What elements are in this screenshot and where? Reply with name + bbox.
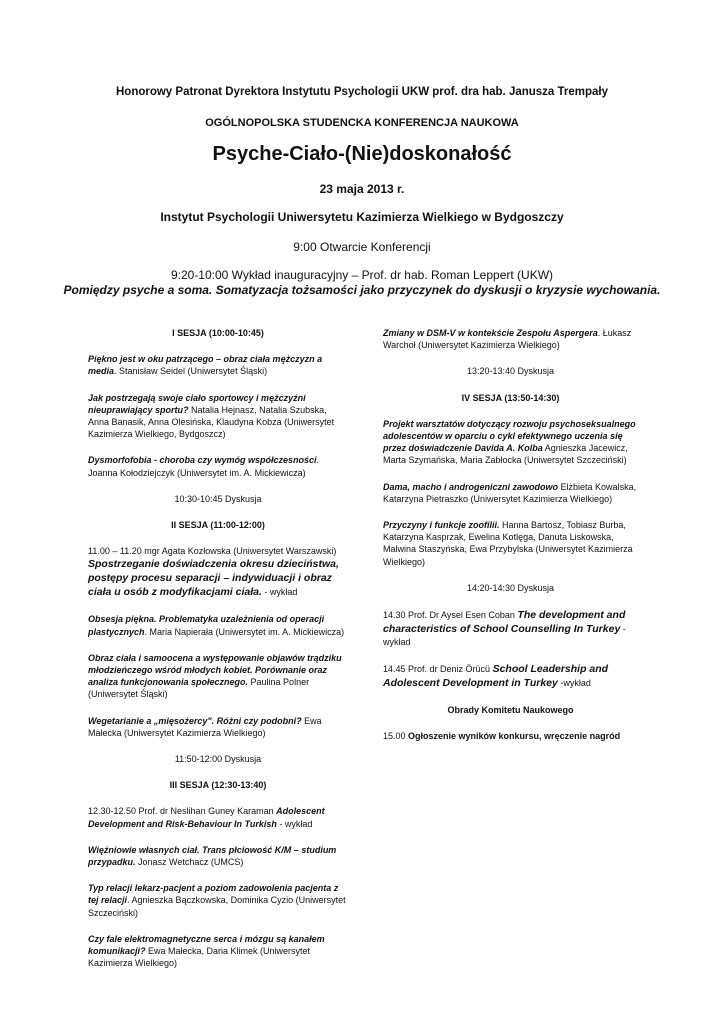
lecture-speaker: 14.30 Prof. Dr Aysel Esen Coban bbox=[383, 610, 518, 621]
talk-authors: Paulina Polner (Uniwersytet Śląski) bbox=[88, 677, 310, 700]
talk-item bbox=[88, 715, 348, 739]
talk-authors: Ewa Małecka (Uniwersytet Kazimierza Wielkiego) bbox=[88, 715, 322, 738]
talk-item bbox=[88, 652, 348, 701]
talk-title: Zmiany w DSM-V w kontekście Zespołu Aspergera bbox=[383, 328, 598, 338]
lecture-speaker: 11.00 – 11.20 mgr Agata Kozłowska (Uniwersytet Warszawski) bbox=[88, 546, 337, 557]
lecture-title: School Leadership and Adolescent Development in Turkey bbox=[383, 663, 609, 690]
lecture-type: - wykład bbox=[383, 624, 626, 648]
talk-title: Projekt warsztatów dotyczący rozwoju psychoseksualnego adolescentów w oparciu o cykl efektywnego uczenia się przez doświadczenie Davida A. Kolba bbox=[383, 418, 636, 454]
talk-item bbox=[383, 519, 638, 568]
talk-title: Obraz ciała i samoocena a występowanie objawów trądziku młodzieńczego wśród młodych kobiet. Porównanie oraz analiza funkcjonowania społecznego. bbox=[88, 652, 342, 688]
program-left-column bbox=[88, 327, 348, 984]
talk-title: Więźniowie własnych ciał. Trans płciowość K/M – studium przypadku. bbox=[88, 844, 337, 868]
talk-title: Dama, macho i androgeniczni zawodowo bbox=[383, 481, 559, 492]
inaugural-lecture bbox=[40, 268, 684, 298]
talk-item bbox=[383, 327, 638, 351]
lecture-type: - wykład bbox=[276, 818, 313, 829]
talk-item bbox=[88, 933, 348, 970]
talk-authors: Agnieszka Jacewicz, Marta Szymańska, Maria Zabłocka (Uniwersytet Szczeciński) bbox=[383, 443, 628, 466]
lecture-item bbox=[88, 805, 348, 829]
closing-time: 15.00 bbox=[383, 731, 409, 742]
session-2-heading: II SESJA (11:00-12:00) bbox=[171, 520, 265, 531]
talk-title: Typ relacji lekarz-pacjent a poziom zadowolenia pacjenta z tej relacji bbox=[88, 883, 339, 906]
talk-authors: . Joanna Kołodziejczyk (Uniwersytet im. A. Mickiewicza) bbox=[88, 455, 320, 478]
lecture-title: The development and characteristics of School Counselling In Turkey bbox=[383, 609, 626, 636]
talk-authors: . Stanisław Seidel (Uniwersytet Śląski) bbox=[114, 366, 268, 377]
lecture-title: Adolescent Development and Risk-Behaviour In Turkish bbox=[88, 806, 325, 829]
lecture-type: -wykład bbox=[557, 678, 591, 689]
session-1-discussion: 10:30-10:45 Dyskusja bbox=[174, 493, 262, 504]
inaugural-lecture-line: 9:20-10:00 Wykład inauguracyjny – Prof. dr hab. Roman Leppert (UKW) bbox=[170, 268, 554, 282]
session-4-heading: IV SESJA (13:50-14:30) bbox=[461, 392, 560, 403]
talk-authors: Natalia Hejnasz, Natalia Szubska, Anna Banasik, Anna Olesińska, Klaudyna Kobza (Uniwersytet Kazimierza Wielkiego, Bydgoszcz) bbox=[88, 404, 335, 440]
lecture-item bbox=[383, 662, 638, 690]
talk-item bbox=[88, 882, 348, 919]
conference-type: OGÓLNOPOLSKA STUDENCKA KONFERENCJA NAUKOWA bbox=[205, 117, 519, 129]
closing-text: Ogłoszenie wyników konkursu, wręczenie nagród bbox=[408, 731, 621, 742]
lecture-item bbox=[88, 545, 348, 599]
session-3-discussion: 13:20-13:40 Dyskusja bbox=[466, 366, 555, 377]
institute-name: Instytut Psychologii Uniwersytetu Kazimierza Wielkiego w Bydgoszczy bbox=[160, 210, 564, 224]
session-2-discussion: 11:50-12:00 Dyskusja bbox=[174, 754, 262, 765]
opening-time: 9:00 Otwarcie Konferencji bbox=[293, 240, 431, 254]
conference-title: Psyche-Ciało-(Nie)doskonałość bbox=[212, 143, 512, 165]
talk-authors: Elżbieta Kowalska, Katarzyna Pietraszko (Uniwersytet Kazimierza Wielkiego) bbox=[383, 481, 637, 504]
conference-date: 23 maja 2013 r. bbox=[319, 182, 405, 196]
lecture-speaker: 12.30-12.50 Prof. dr Neslihan Guney Karaman bbox=[88, 806, 277, 817]
program-right-column bbox=[383, 327, 638, 757]
talk-authors: . Agnieszka Bączkowska, Dominika Cyzio (Uniwersytet Szczeciński) bbox=[88, 895, 346, 918]
lecture-speaker: 14.45 Prof. dr Deniz Örücü bbox=[383, 664, 493, 675]
talk-item bbox=[88, 454, 348, 478]
committee-meeting: Obrady Komitetu Naukowego bbox=[447, 705, 574, 716]
lecture-item bbox=[383, 608, 638, 648]
talk-item bbox=[383, 418, 638, 467]
talk-authors: . Łukasz Warchoł (Uniwersytet Kazimierza Wielkiego) bbox=[383, 328, 632, 351]
talk-item bbox=[88, 613, 348, 637]
talk-title: Wegetarianie a „mięsożercy". Różni czy podobni? bbox=[88, 715, 302, 726]
talk-authors: . Maria Napierała (Uniwersytet im. A. Mickiewicza) bbox=[144, 626, 345, 637]
talk-item bbox=[88, 844, 348, 868]
talk-authors: Jonasz Wetchacz (UMCS) bbox=[135, 857, 244, 868]
lecture-title: Spostrzeganie doświadczenia okresu dzieciństwa, postępy procesu separacji – indywiduacji i obraz ciała u osób z modyfikacjami ciała. bbox=[88, 558, 339, 599]
closing-item bbox=[383, 730, 638, 742]
talk-title: Dysmorfofobia - choroba czy wymóg współczesności bbox=[88, 455, 317, 466]
talk-authors: Ewa Małecka, Daria Klimek (Uniwersytet Kazimierza Wielkiego) bbox=[88, 946, 311, 969]
session-4-discussion: 14:20-14:30 Dyskusja bbox=[466, 582, 555, 593]
honorary-patronage: Honorowy Patronat Dyrektora Instytutu Psychologii UKW prof. dra hab. Janusza Trempały bbox=[115, 86, 609, 98]
session-1-heading: I SESJA (10:00-10:45) bbox=[172, 328, 264, 338]
lecture-type: - wykład bbox=[261, 587, 298, 598]
session-3-heading: III SESJA (12:30-13:40) bbox=[169, 780, 267, 791]
talk-title: Obsesja piękna. Problematyka uzależnienia od operacji plastycznych bbox=[88, 614, 325, 637]
talk-item bbox=[88, 353, 348, 377]
talk-title: Przyczyny i funkcje zoofilii. bbox=[383, 520, 500, 531]
talk-item bbox=[383, 481, 638, 505]
talk-title: Jak postrzegają swoje ciało sportowcy i mężczyźni nieuprawiający sportu? bbox=[88, 392, 306, 415]
talk-authors: Hanna Bartosz, Tobiasz Burba, Katarzyna Kasprzak, Ewelina Kotlęga, Danuta Liskowska, Malwina Staszyńska, Ewa Przybylska (Uniwersytet Kazimierza Wielkiego) bbox=[383, 520, 633, 567]
inaugural-lecture-title: Pomiędzy psyche a soma. Somatyzacja tożsamości jako przyczynek do dyskusji o kryzysie wychowania. bbox=[63, 283, 661, 297]
talk-title: Piękno jest w oku patrzącego – obraz ciała mężczyzn a media bbox=[88, 354, 323, 377]
talk-title: Czy fale elektromagnetyczne serca i mózgu są kanałem komunikacji? bbox=[88, 933, 325, 957]
talk-item bbox=[88, 392, 348, 441]
